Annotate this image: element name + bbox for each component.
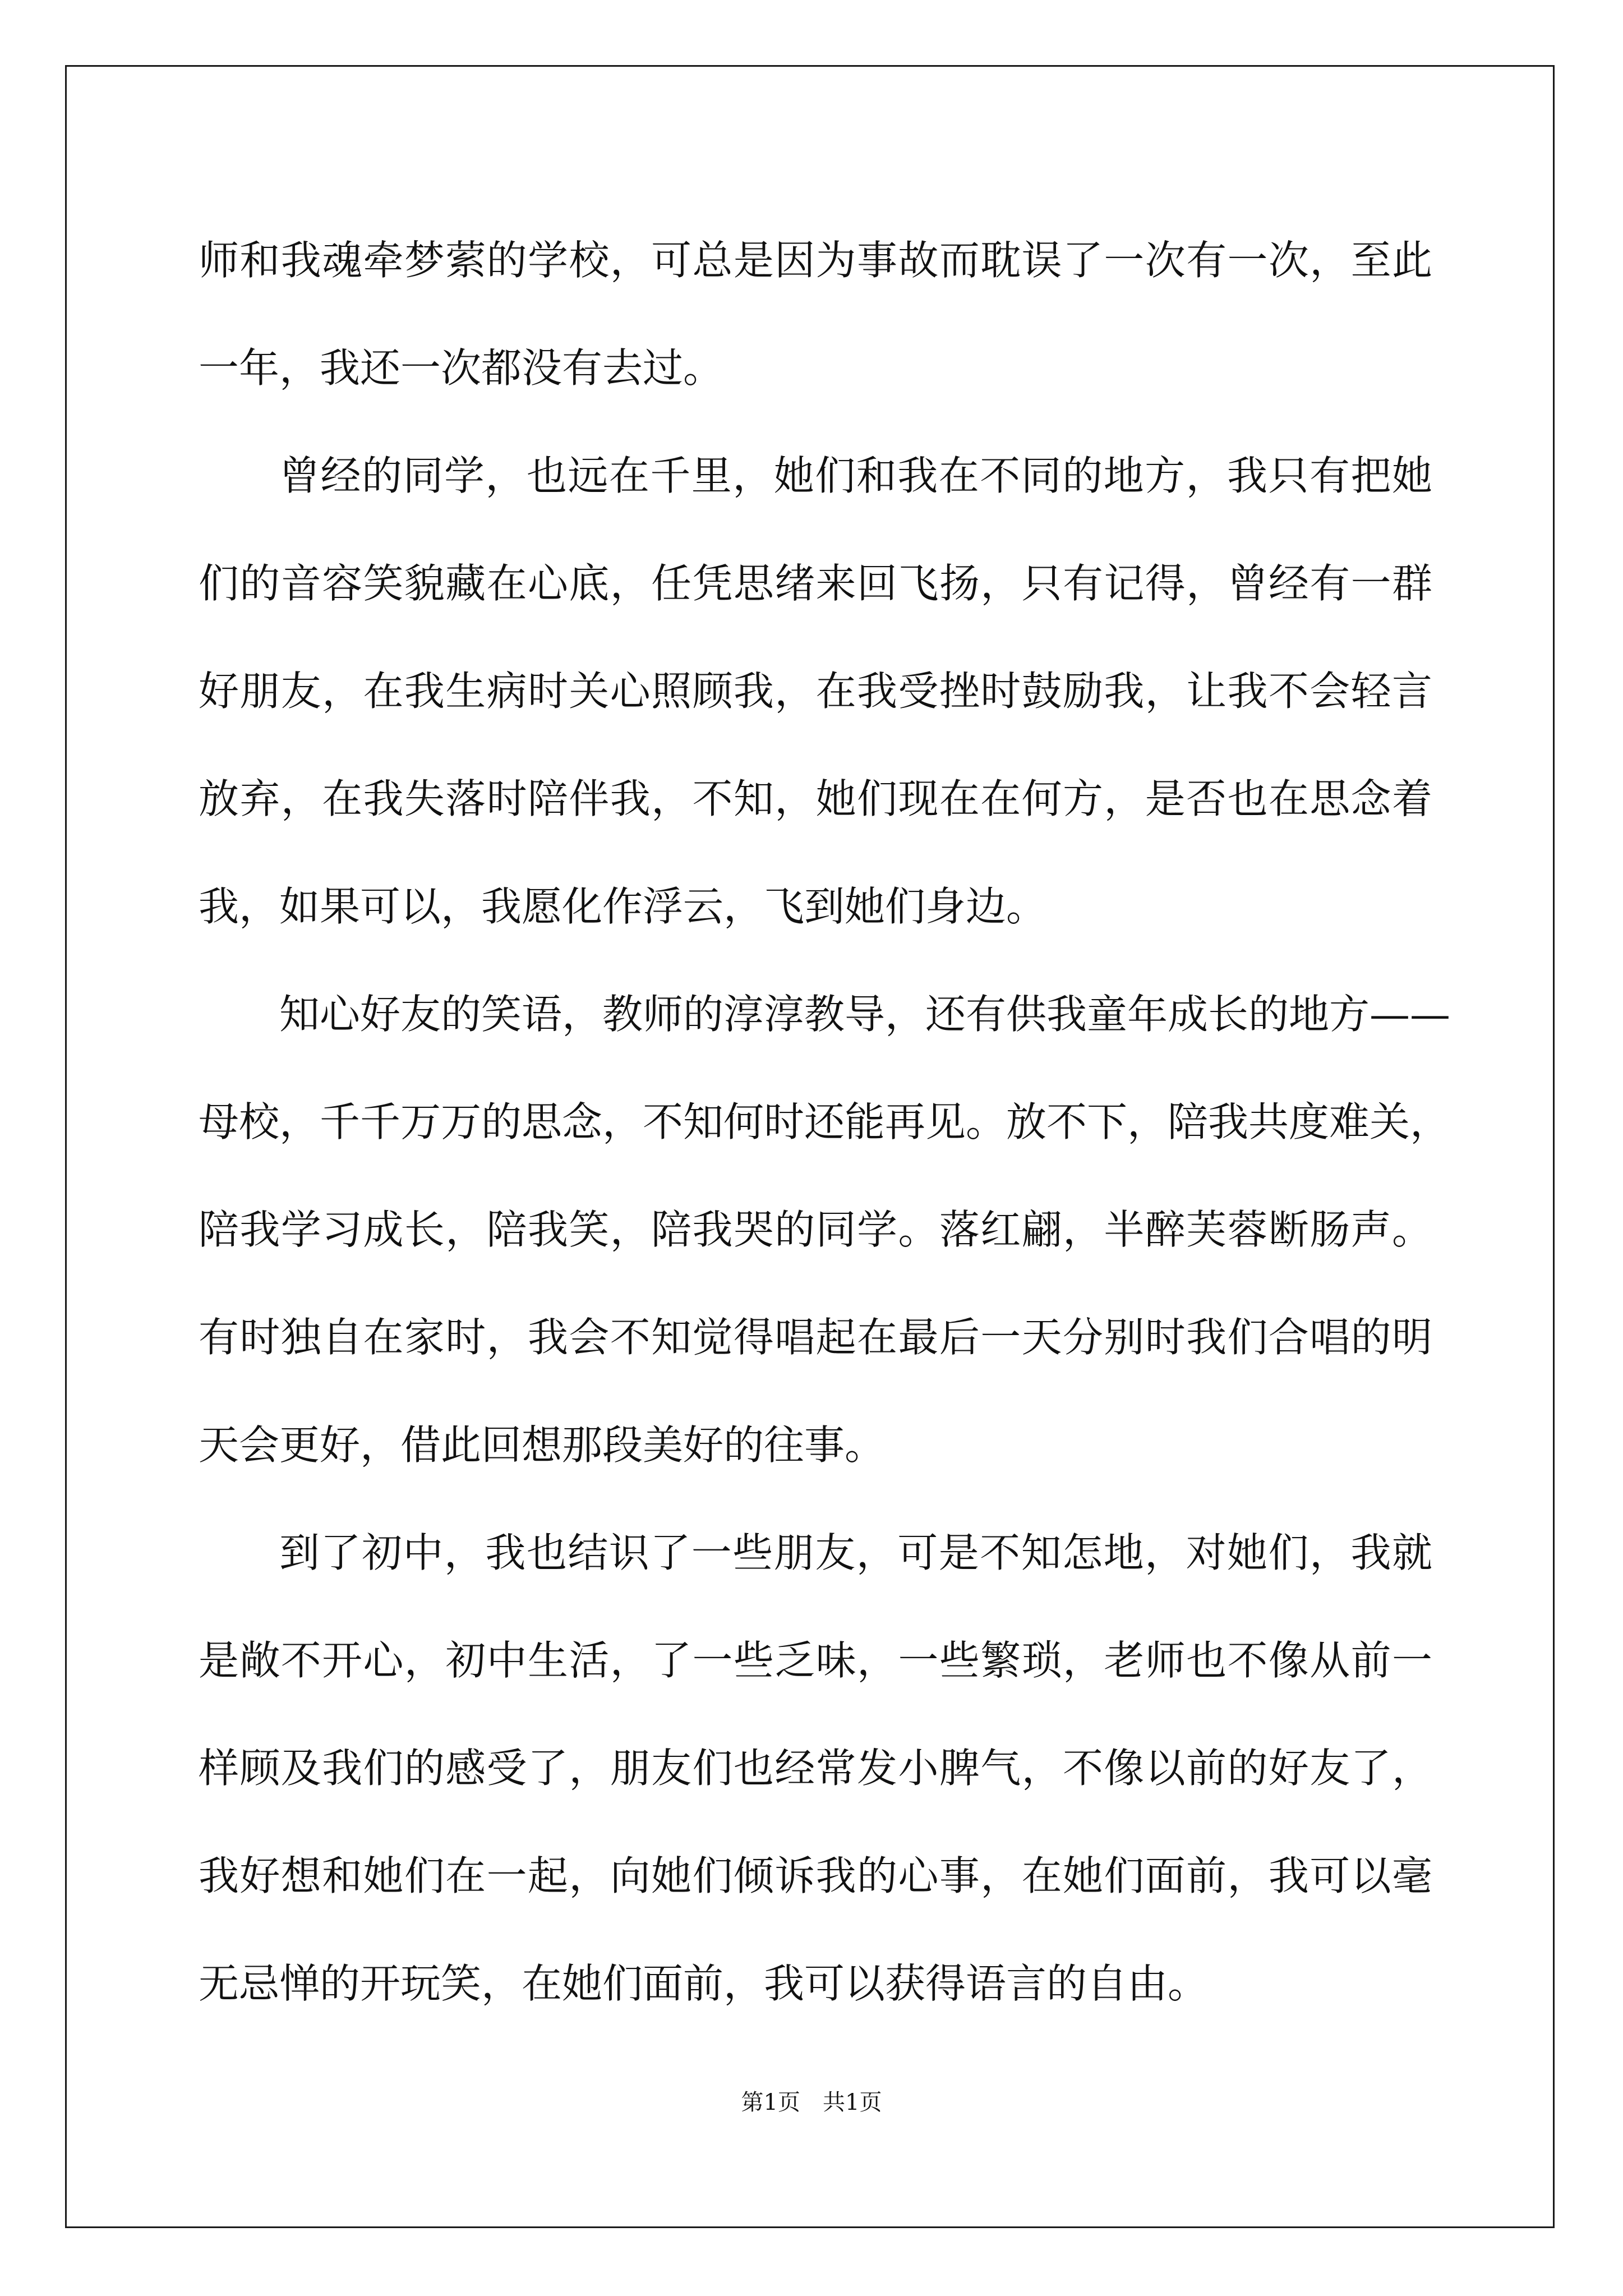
text-line: 陪我学习成长，陪我笑，陪我哭的同学。落红翩，半醉芙蓉断肠声。 [199,1206,1432,1253]
text-line: 们的音容笑貌藏在心底，任凭思绪来回飞扬，只有记得，曾经有一群 [199,560,1432,607]
text-line: 放弃，在我失落时陪伴我，不知，她们现在在何方，是否也在思念着 [199,775,1432,822]
text-line: 好朋友，在我生病时关心照顾我，在我受挫时鼓励我，让我不会轻言 [199,668,1432,715]
text-line: 我，如果可以，我愿化作浮云，飞到她们身边。 [199,883,1047,930]
text-line: 无忌惮的开玩笑，在她们面前，我可以获得语言的自由。 [199,1960,1209,2007]
text-line: 是敞不开心，初中生活，了一些乏味，一些繁琐，老师也不像从前一 [199,1637,1432,1684]
paragraph-first-line: 知心好友的笑语，教师的淳淳教导，还有供我童年成长的地方—— [279,991,1451,1038]
document-body [199,206,1451,2037]
text-line: 我好想和她们在一起，向她们倾诉我的心事，在她们面前，我可以毫 [199,1852,1432,1899]
text-line: 母校，千千万万的思念，不知何时还能再见。放不下，陪我共度难关， [199,1098,1451,1145]
paragraph-first-line: 到了初中，我也结识了一些朋友，可是不知怎地，对她们，我就 [279,1529,1432,1576]
paragraph-first-line: 曾经的同学，也远在千里，她们和我在不同的地方，我只有把她 [279,452,1432,499]
text-line: 师和我魂牵梦萦的学校，可总是因为事故而耽误了一次有一次，至此 [199,237,1432,284]
page-number-footer: 第1页 共1页 [741,2090,882,2115]
text-line: 有时独自在家时，我会不知觉得唱起在最后一天分别时我们合唱的明 [199,1314,1432,1361]
text-line: 样顾及我们的感受了，朋友们也经常发小脾气，不像以前的好友了， [199,1745,1432,1792]
text-line: 天会更好，借此回想那段美好的往事。 [199,1421,886,1469]
text-line: 一年，我还一次都没有去过。 [199,344,724,392]
